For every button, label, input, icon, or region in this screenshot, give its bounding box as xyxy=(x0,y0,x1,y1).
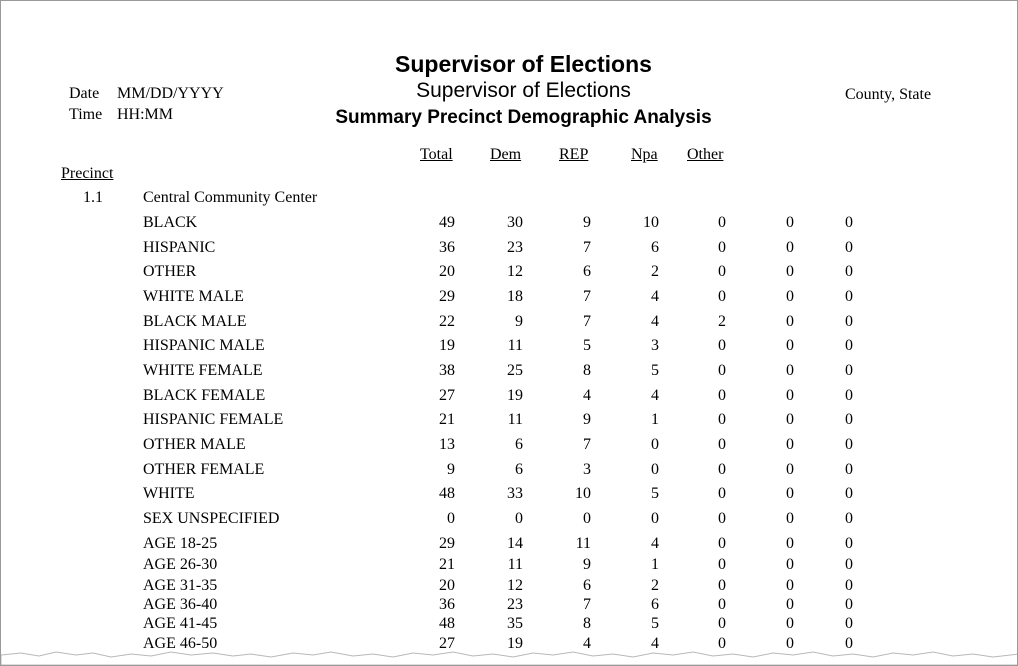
table-cell: 0 xyxy=(651,461,659,478)
table-cell: 4 xyxy=(651,535,659,552)
table-row xyxy=(1,239,1017,261)
table-row xyxy=(1,288,1017,310)
table-row xyxy=(1,313,1017,335)
row-label: AGE 41-45 xyxy=(143,615,218,632)
table-cell: 0 xyxy=(845,596,853,613)
table-cell: 23 xyxy=(507,596,523,613)
row-label: AGE 18-25 xyxy=(143,535,218,552)
table-cell: 3 xyxy=(651,337,659,354)
table-cell: 0 xyxy=(718,362,726,379)
time-label: Time xyxy=(69,106,103,123)
row-label: OTHER xyxy=(143,263,197,280)
table-cell: 0 xyxy=(786,387,794,404)
table-cell: 11 xyxy=(507,411,523,428)
table-cell: 10 xyxy=(575,485,591,502)
table-cell: 0 xyxy=(718,263,726,280)
table-cell: 5 xyxy=(651,485,659,502)
table-cell: 0 xyxy=(718,214,726,231)
table-cell: 0 xyxy=(718,596,726,613)
row-label: BLACK xyxy=(143,214,198,231)
table-cell: 4 xyxy=(651,288,659,305)
row-label: BLACK MALE xyxy=(143,313,247,330)
table-row xyxy=(1,436,1017,458)
table-cell: 0 xyxy=(718,615,726,632)
table-cell: 5 xyxy=(583,337,591,354)
date-value: MM/DD/YYYY xyxy=(117,85,224,102)
table-cell: 2 xyxy=(651,577,659,594)
row-label: AGE 26-30 xyxy=(143,556,218,573)
table-cell: 7 xyxy=(583,436,591,453)
table-row xyxy=(1,263,1017,285)
table-cell: 3 xyxy=(583,461,591,478)
table-cell: 0 xyxy=(845,615,853,632)
table-cell: 0 xyxy=(718,461,726,478)
table-cell: 14 xyxy=(507,535,523,552)
table-row xyxy=(1,485,1017,507)
table-cell: 0 xyxy=(845,556,853,573)
table-row xyxy=(1,411,1017,433)
column-header-dem: Dem xyxy=(490,146,522,163)
precinct-name: Central Community Center xyxy=(143,189,318,206)
table-cell: 27 xyxy=(439,635,455,652)
table-cell: 4 xyxy=(651,387,659,404)
table-cell: 0 xyxy=(845,485,853,502)
table-cell: 18 xyxy=(507,288,523,305)
table-cell: 0 xyxy=(718,288,726,305)
table-cell: 0 xyxy=(786,485,794,502)
table-cell: 6 xyxy=(651,239,659,256)
row-label: WHITE FEMALE xyxy=(143,362,263,379)
table-cell: 7 xyxy=(583,596,591,613)
location-label: County, State xyxy=(845,86,932,103)
table-row xyxy=(1,387,1017,409)
table-cell: 20 xyxy=(439,263,455,280)
table-cell: 38 xyxy=(439,362,455,379)
table-cell: 13 xyxy=(439,436,455,453)
table-cell: 19 xyxy=(507,387,523,404)
table-cell: 0 xyxy=(845,239,853,256)
table-cell: 11 xyxy=(575,535,591,552)
table-cell: 0 xyxy=(651,436,659,453)
table-cell: 0 xyxy=(718,239,726,256)
table-cell: 36 xyxy=(439,596,455,613)
table-row xyxy=(1,214,1017,236)
table-cell: 0 xyxy=(845,635,853,652)
table-cell: 0 xyxy=(786,556,794,573)
column-header-total: Total xyxy=(420,146,453,163)
table-cell: 9 xyxy=(583,556,591,573)
table-cell: 4 xyxy=(651,313,659,330)
row-label: HISPANIC FEMALE xyxy=(143,411,284,428)
table-cell: 25 xyxy=(507,362,523,379)
table-cell: 0 xyxy=(786,362,794,379)
table-cell: 0 xyxy=(786,288,794,305)
table-cell: 7 xyxy=(583,313,591,330)
table-cell: 10 xyxy=(643,214,659,231)
table-cell: 0 xyxy=(786,263,794,280)
table-cell: 8 xyxy=(583,362,591,379)
table-cell: 0 xyxy=(786,411,794,428)
table-cell: 0 xyxy=(845,510,853,527)
table-cell: 36 xyxy=(439,239,455,256)
table-cell: 9 xyxy=(447,461,455,478)
row-label: SEX UNSPECIFIED xyxy=(143,510,280,527)
row-label: AGE 31-35 xyxy=(143,577,218,594)
table-row xyxy=(1,535,1017,557)
table-cell: 0 xyxy=(786,313,794,330)
table-cell: 0 xyxy=(718,411,726,428)
table-cell: 6 xyxy=(583,577,591,594)
table-cell: 0 xyxy=(718,387,726,404)
table-cell: 1 xyxy=(651,556,659,573)
table-cell: 0 xyxy=(845,214,853,231)
date-label: Date xyxy=(69,85,100,102)
table-cell: 0 xyxy=(786,436,794,453)
table-cell: 0 xyxy=(845,535,853,552)
table-cell: 2 xyxy=(651,263,659,280)
table-cell: 0 xyxy=(845,313,853,330)
table-cell: 0 xyxy=(515,510,523,527)
table-cell: 21 xyxy=(439,556,455,573)
table-cell: 0 xyxy=(786,461,794,478)
table-cell: 4 xyxy=(583,387,591,404)
table-cell: 0 xyxy=(447,510,455,527)
table-cell: 23 xyxy=(507,239,523,256)
table-cell: 8 xyxy=(583,615,591,632)
table-cell: 0 xyxy=(845,577,853,594)
table-cell: 1 xyxy=(651,411,659,428)
table-cell: 6 xyxy=(651,596,659,613)
table-cell: 27 xyxy=(439,387,455,404)
table-cell: 35 xyxy=(507,615,523,632)
table-cell: 30 xyxy=(507,214,523,231)
table-cell: 0 xyxy=(786,535,794,552)
row-label: WHITE MALE xyxy=(143,288,244,305)
table-cell: 11 xyxy=(507,556,523,573)
column-header-other: Other xyxy=(687,146,724,163)
table-cell: 0 xyxy=(786,239,794,256)
table-cell: 0 xyxy=(845,263,853,280)
table-cell: 5 xyxy=(651,362,659,379)
table-row xyxy=(1,337,1017,359)
table-cell: 7 xyxy=(583,288,591,305)
table-row xyxy=(1,556,1017,578)
table-cell: 0 xyxy=(718,556,726,573)
table-cell: 0 xyxy=(845,387,853,404)
table-row xyxy=(1,615,1017,637)
table-cell: 5 xyxy=(651,615,659,632)
row-label: AGE 36-40 xyxy=(143,596,218,613)
row-label: WHITE xyxy=(143,485,195,502)
table-cell: 9 xyxy=(583,214,591,231)
table-cell: 7 xyxy=(583,239,591,256)
table-cell: 0 xyxy=(651,510,659,527)
table-cell: 29 xyxy=(439,535,455,552)
table-cell: 19 xyxy=(507,635,523,652)
table-cell: 0 xyxy=(786,337,794,354)
table-cell: 21 xyxy=(439,411,455,428)
table-cell: 0 xyxy=(845,288,853,305)
column-header-npa: Npa xyxy=(631,146,658,163)
table-cell: 0 xyxy=(718,635,726,652)
table-cell: 0 xyxy=(718,436,726,453)
table-cell: 9 xyxy=(583,411,591,428)
table-cell: 9 xyxy=(515,313,523,330)
table-cell: 0 xyxy=(718,510,726,527)
table-cell: 0 xyxy=(786,596,794,613)
table-cell: 0 xyxy=(845,411,853,428)
table-cell: 0 xyxy=(718,577,726,594)
table-cell: 0 xyxy=(718,485,726,502)
table-cell: 0 xyxy=(786,635,794,652)
table-cell: 0 xyxy=(845,337,853,354)
table-cell: 49 xyxy=(439,214,455,231)
column-header-rep: REP xyxy=(559,146,589,163)
precinct-number: 1.1 xyxy=(83,189,103,206)
report-org-title: Supervisor of Elections xyxy=(395,51,652,77)
row-label: HISPANIC MALE xyxy=(143,337,265,354)
torn-edge xyxy=(1,649,1018,665)
table-cell: 0 xyxy=(786,214,794,231)
table-cell: 22 xyxy=(439,313,455,330)
column-header-precinct: Precinct xyxy=(61,165,114,182)
row-label: OTHER FEMALE xyxy=(143,461,265,478)
table-cell: 48 xyxy=(439,485,455,502)
table-cell: 0 xyxy=(845,436,853,453)
table-cell: 0 xyxy=(718,337,726,354)
table-cell: 12 xyxy=(507,577,523,594)
table-row xyxy=(1,510,1017,532)
table-cell: 0 xyxy=(845,461,853,478)
table-cell: 0 xyxy=(786,615,794,632)
table-cell: 33 xyxy=(507,485,523,502)
table-cell: 0 xyxy=(786,510,794,527)
table-cell: 0 xyxy=(786,577,794,594)
time-value: HH:MM xyxy=(117,106,174,123)
report-title: Summary Precinct Demographic Analysis xyxy=(335,107,712,128)
row-label: AGE 46-50 xyxy=(143,635,218,652)
row-label: BLACK FEMALE xyxy=(143,387,266,404)
table-cell: 48 xyxy=(439,615,455,632)
table-cell: 29 xyxy=(439,288,455,305)
table-cell: 12 xyxy=(507,263,523,280)
table-row xyxy=(1,461,1017,483)
table-cell: 0 xyxy=(583,510,591,527)
table-cell: 0 xyxy=(845,362,853,379)
table-cell: 0 xyxy=(718,535,726,552)
table-cell: 6 xyxy=(515,436,523,453)
table-cell: 6 xyxy=(515,461,523,478)
report-org-subtitle: Supervisor of Elections xyxy=(416,79,631,102)
row-label: OTHER MALE xyxy=(143,436,246,453)
table-cell: 4 xyxy=(651,635,659,652)
table-row xyxy=(1,362,1017,384)
table-cell: 6 xyxy=(583,263,591,280)
table-cell: 20 xyxy=(439,577,455,594)
row-label: HISPANIC xyxy=(143,239,216,256)
table-cell: 4 xyxy=(583,635,591,652)
table-cell: 2 xyxy=(718,313,726,330)
table-cell: 19 xyxy=(439,337,455,354)
table-cell: 11 xyxy=(507,337,523,354)
